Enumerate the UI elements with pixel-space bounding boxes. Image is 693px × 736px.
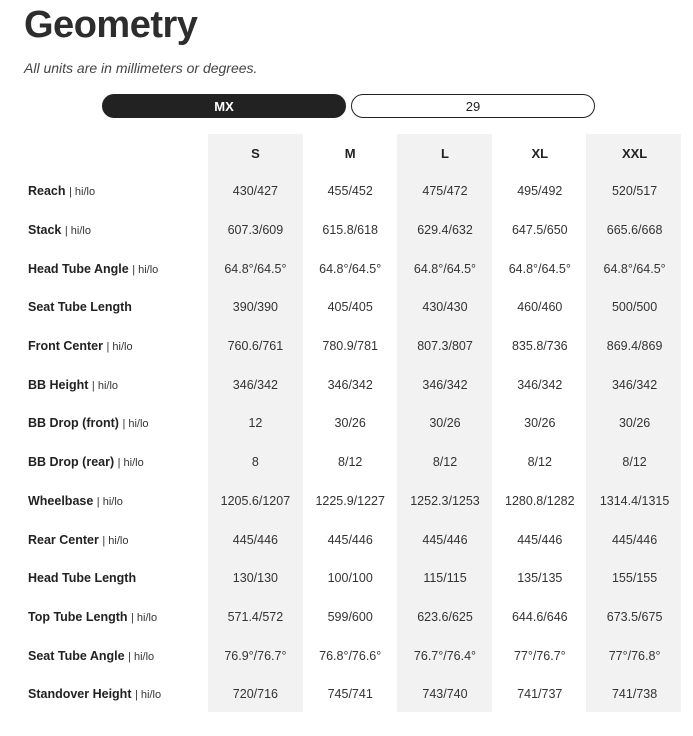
row-label [0,455,208,469]
table-header-row [0,134,693,172]
table-cell: 445/446 [422,532,468,547]
table-cell: 430/427 [232,184,278,199]
table-cell: 8/12 [527,455,552,470]
table-cell: 607.3/609 [227,223,284,238]
row-unit-hint: | hi/lo [91,379,118,392]
table-cell: 30/26 [618,416,651,431]
row-unit-hint: | hi/lo [134,689,162,702]
table-cell: 1205.6/1207 [220,493,291,508]
table-cell: 869.4/869 [606,339,663,354]
table-cell: 445/446 [327,532,373,547]
table-row [0,598,693,637]
table-cell: 30/26 [429,416,461,431]
table-row [0,249,693,288]
table-cell: 741/737 [517,687,563,702]
row-label-text: Rear Center [28,532,99,547]
table-cell: 455/452 [327,184,373,199]
size-header-xxl: XXL [621,145,648,161]
row-label [0,649,208,663]
row-label [0,533,208,547]
row-label-text: Standover Height [28,687,132,702]
table-cell: 346/342 [611,377,658,392]
table-cell: 100/100 [327,571,373,586]
row-unit-hint: | hi/lo [131,611,158,624]
row-label-text: Reach [28,184,66,199]
table-cell: 77°/76.7° [513,648,566,663]
row-label-text: Top Tube Length [28,609,128,624]
table-cell: 615.8/618 [322,223,378,238]
table-cell: 1225.9/1227 [315,493,385,508]
row-label-text: Seat Tube Angle [28,648,125,663]
table-row [0,365,693,404]
table-cell: 64.8°/64.5° [603,261,666,276]
row-label [0,571,208,585]
table-row [0,172,693,211]
table-cell: 571.4/572 [227,609,284,624]
table-cell: 405/405 [327,300,373,315]
table-cell: 346/342 [517,377,563,392]
row-unit-hint: | hi/lo [117,457,144,470]
table-cell: 30/26 [334,416,366,431]
table-row [0,520,693,559]
table-cell: 743/740 [422,687,468,702]
table-row [0,559,693,598]
table-cell: 77°/76.8° [608,648,661,663]
table-row [0,675,693,714]
table-cell: 445/446 [517,532,563,547]
table-cell: 445/446 [232,532,278,547]
row-label [0,300,208,314]
table-cell: 445/446 [611,532,658,547]
table-cell: 30/26 [524,416,556,431]
table-cell: 673.5/675 [606,609,663,624]
table-cell: 130/130 [232,571,278,586]
row-unit-hint: | hi/lo [122,418,149,431]
row-label [0,687,208,701]
row-label [0,416,208,430]
size-header-m: M [344,145,356,161]
table-cell: 346/342 [327,377,373,392]
table-row [0,288,693,327]
table-row [0,211,693,250]
row-unit-hint: | hi/lo [128,650,155,663]
table-cell: 12 [248,416,263,431]
table-cell: 835.8/736 [511,339,568,354]
table-row [0,482,693,521]
table-cell: 64.8°/64.5° [413,261,477,276]
row-unit-hint: | hi/lo [132,263,159,276]
size-header-l: L [441,145,449,161]
table-cell: 430/430 [422,300,468,315]
row-unit-hint: | hi/lo [69,186,96,199]
table-cell: 460/460 [517,300,563,315]
row-label-text: Stack [28,223,62,238]
table-cell: 76.7°/76.4° [413,648,477,663]
row-label [0,610,208,624]
table-cell: 629.4/632 [417,223,473,238]
row-unit-hint: | hi/lo [102,534,129,547]
row-label [0,223,208,237]
row-label-text: Seat Tube Length [28,300,132,315]
table-cell: 8/12 [432,455,458,470]
size-header-xl: XL [531,145,549,161]
29-toggle-button[interactable]: 29 [351,94,595,118]
table-cell: 64.8°/64.5° [508,261,571,276]
table-cell: 665.6/668 [606,223,663,238]
table-cell: 1280.8/1282 [505,493,575,508]
row-label-text: BB Drop (rear) [28,455,115,470]
table-cell: 1314.4/1315 [599,493,670,508]
table-cell: 495/492 [517,184,563,199]
table-row [0,443,693,482]
table-cell: 780.9/781 [322,339,378,354]
table-cell: 8/12 [622,455,647,470]
row-label-text: Wheelbase [28,493,94,508]
row-label [0,339,208,353]
table-cell: 76.8°/76.6° [319,648,382,663]
table-row [0,636,693,675]
geometry-table [0,134,693,714]
table-cell: 475/472 [422,184,468,199]
table-cell: 760.6/761 [227,339,284,354]
row-label-text: Head Tube Angle [28,261,129,276]
table-cell: 500/500 [611,300,658,315]
row-label-text: BB Drop (front) [28,416,119,431]
table-cell: 745/741 [327,687,373,702]
table-row [0,404,693,443]
row-label-text: Head Tube Length [28,571,137,586]
table-cell: 807.3/807 [417,339,473,354]
table-cell: 346/342 [422,377,468,392]
mx-toggle-button[interactable]: MX [102,94,346,118]
table-cell: 64.8°/64.5° [224,261,287,276]
table-cell: 64.8°/64.5° [319,261,382,276]
row-label [0,494,208,508]
table-cell: 8 [251,455,259,470]
row-label [0,262,208,276]
row-unit-hint: | hi/lo [96,495,123,508]
table-cell: 1252.3/1253 [410,493,480,508]
table-cell: 390/390 [232,300,278,315]
table-row [0,327,693,366]
row-unit-hint: | hi/lo [106,341,133,354]
row-unit-hint: | hi/lo [64,225,91,238]
page-title: Geometry [24,4,198,46]
row-label [0,184,208,198]
units-note: All units are in millimeters or degrees. [24,60,258,76]
table-cell: 155/155 [611,571,658,586]
table-cell: 720/716 [232,687,278,702]
table-cell: 647.5/650 [511,223,568,238]
size-header-s: S [251,145,260,161]
table-cell: 346/342 [232,377,278,392]
table-cell: 135/135 [517,571,563,586]
table-cell: 741/738 [611,687,658,702]
table-cell: 644.6/646 [511,609,568,624]
table-cell: 623.6/625 [417,609,473,624]
table-cell: 520/517 [611,184,658,199]
table-cell: 76.9°/76.7° [224,648,287,663]
row-label [0,378,208,392]
table-cell: 599/600 [327,609,373,624]
row-label-text: BB Height [28,377,89,392]
table-cell: 8/12 [338,455,363,470]
row-label-text: Front Center [28,339,103,354]
table-cell: 115/115 [423,571,467,586]
